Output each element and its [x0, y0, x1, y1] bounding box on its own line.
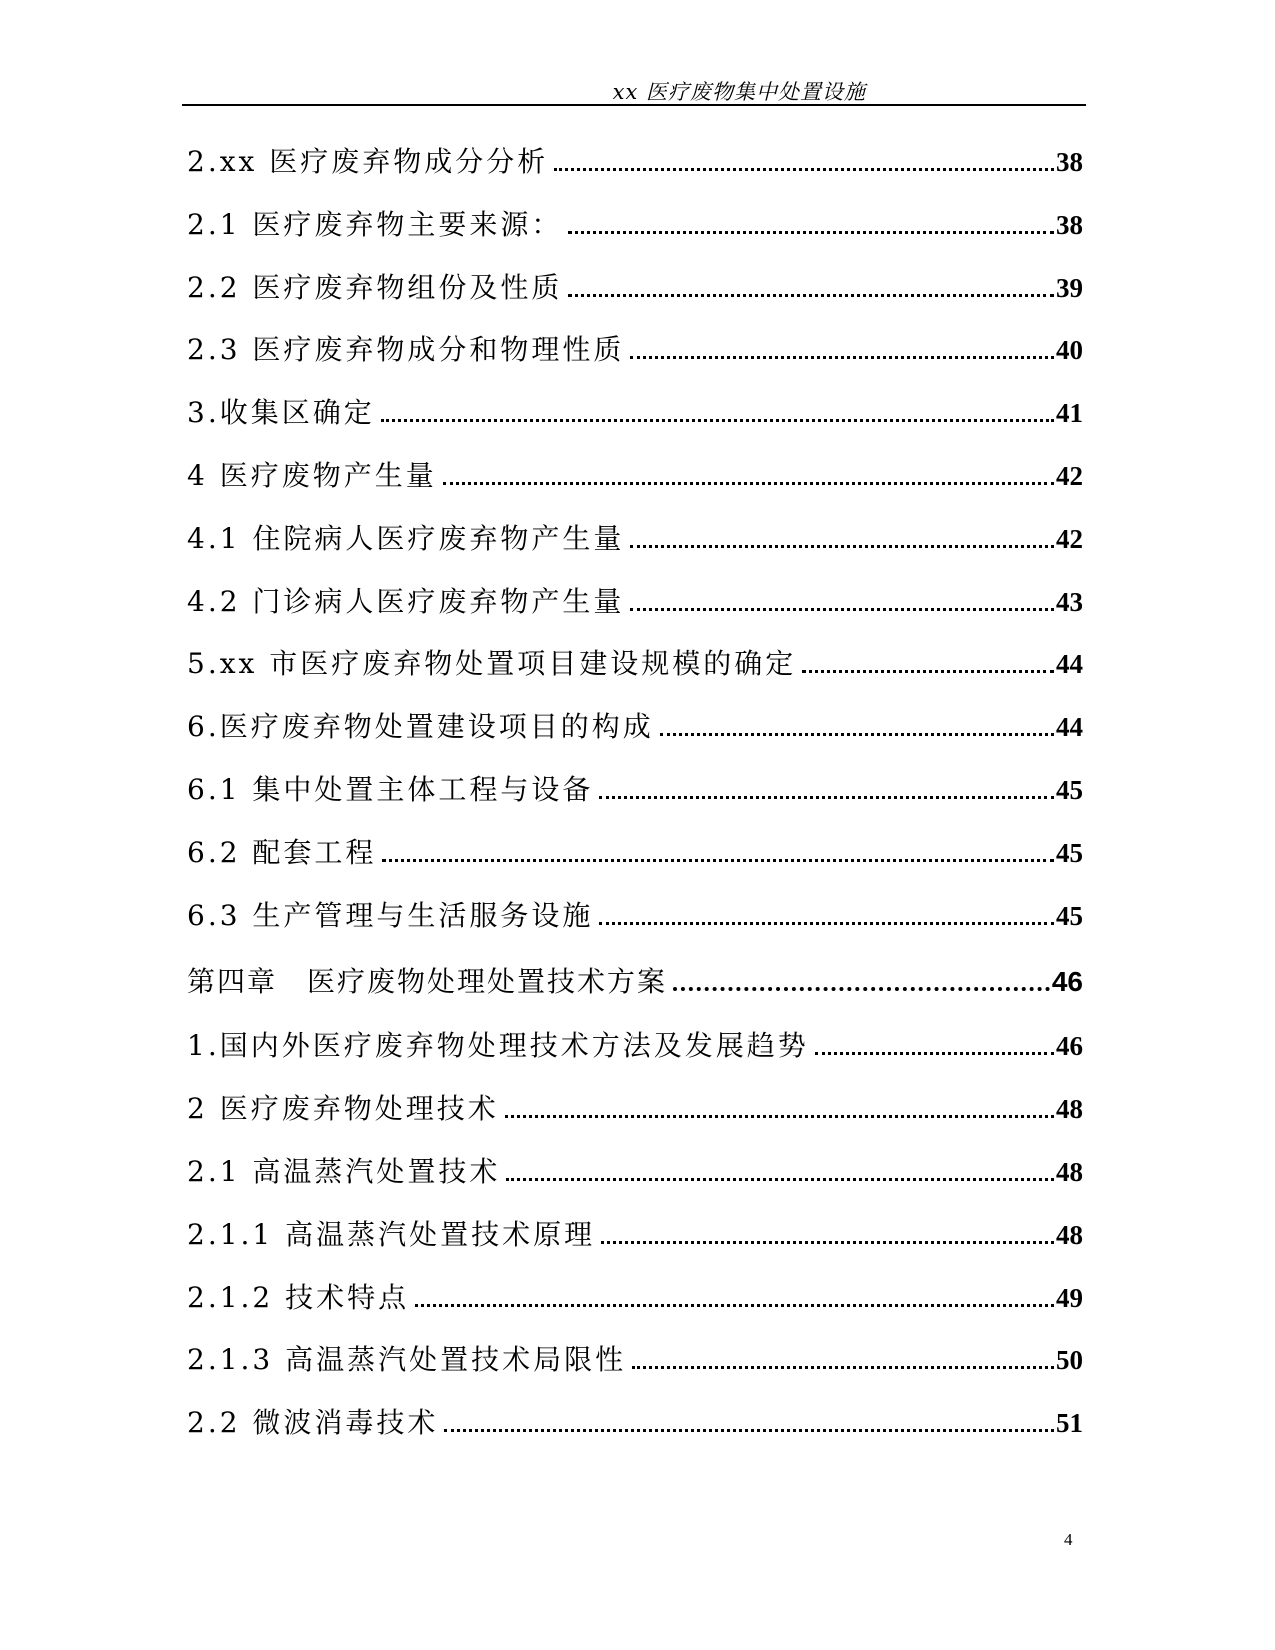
toc-entry-page: 42 [1056, 523, 1083, 554]
toc-entry-page: 45 [1056, 774, 1083, 805]
toc-dot-leader [443, 482, 1054, 485]
toc-entry[interactable] [187, 580, 1083, 643]
toc-entry[interactable] [187, 1087, 1083, 1150]
toc-dot-leader [415, 1304, 1054, 1307]
toc-entry[interactable] [187, 1024, 1083, 1087]
toc-entry-label: 6.医疗废弃物处置建设项目的构成 [187, 710, 654, 744]
toc-chapter-entry[interactable] [187, 960, 1083, 1024]
toc-entry[interactable] [187, 517, 1083, 580]
toc-dot-leader [815, 1052, 1054, 1055]
toc-entry-page: 44 [1056, 712, 1083, 743]
toc-entry[interactable] [187, 1150, 1083, 1213]
toc-entry[interactable] [187, 203, 1083, 266]
toc-entry-label: 第四章 医疗废物处理处置技术方案 [187, 965, 668, 999]
toc-entry-page: 40 [1056, 335, 1083, 366]
toc-dot-leader [382, 859, 1054, 862]
toc-entry-label: 2.xx 医疗废弃物成分分析 [187, 145, 549, 178]
toc-entry-page: 46 [1051, 966, 1083, 998]
toc-entry[interactable] [187, 894, 1083, 957]
toc-entry[interactable] [187, 831, 1083, 894]
toc-entry-page: 45 [1056, 900, 1083, 931]
toc-dot-leader [381, 419, 1054, 422]
toc-entry-page: 49 [1056, 1282, 1083, 1313]
toc-dot-leader [444, 1429, 1054, 1432]
toc-entry-label: 2.2 医疗废弃物组份及性质 [187, 270, 563, 304]
toc-entry-page: 38 [1056, 147, 1083, 177]
toc-entry-label: 6.3 生产管理与生活服务设施 [187, 898, 594, 932]
toc-entry-page: 39 [1056, 272, 1083, 303]
toc-entry[interactable] [187, 642, 1083, 705]
toc-entry-label: 6.2 配套工程 [187, 835, 377, 869]
toc-entry-label: 5.xx 市医疗废弃物处置项目建设规模的确定 [187, 647, 797, 681]
toc-entry-label: 2 医疗废弃物处理技术 [187, 1092, 499, 1126]
page-header [182, 72, 1086, 106]
toc-entry-label: 4 医疗废物产生量 [187, 458, 437, 492]
toc-dot-leader [505, 1115, 1054, 1118]
toc-dot-leader [802, 670, 1054, 673]
toc-entry[interactable] [187, 1276, 1083, 1339]
toc-entry-label: 4.2 门诊病人医疗废弃物产生量 [187, 584, 625, 618]
toc-entry-page: 38 [1056, 209, 1083, 240]
toc-entry[interactable] [187, 1213, 1083, 1276]
toc-entry-page: 41 [1056, 398, 1083, 429]
toc-dot-leader [673, 987, 1050, 991]
toc-entry[interactable] [187, 1338, 1083, 1401]
toc-entry[interactable] [187, 391, 1083, 454]
toc-entry-label: 2.1.2 技术特点 [187, 1280, 410, 1314]
toc-entry-label: 4.1 住院病人医疗废弃物产生量 [187, 521, 625, 555]
toc-entry-page: 44 [1056, 649, 1083, 680]
toc-entry-page: 46 [1056, 1031, 1083, 1062]
toc-entry-label: 2.1 医疗废弃物主要来源： [187, 207, 563, 241]
toc-entry[interactable] [187, 705, 1083, 768]
toc-dot-leader [599, 922, 1054, 925]
toc-dot-leader [568, 231, 1054, 234]
toc-entry-label: 1.国内外医疗废弃物处理技术方法及发展趋势 [187, 1029, 809, 1063]
toc-dot-leader [630, 356, 1054, 359]
toc-entry[interactable] [187, 768, 1083, 831]
toc-entry-label: 2.3 医疗废弃物成分和物理性质 [187, 333, 625, 367]
toc-entry-label: 2.1.3 高温蒸汽处置技术局限性 [187, 1343, 627, 1377]
page-number: 4 [1064, 1530, 1073, 1549]
toc-entry-label: 6.1 集中处置主体工程与设备 [187, 772, 594, 806]
toc-dot-leader [601, 1241, 1054, 1244]
toc-entry[interactable] [187, 1401, 1083, 1464]
toc-dot-leader [630, 608, 1054, 611]
toc-entry[interactable] [187, 140, 1083, 203]
toc-entry-label: 2.1 高温蒸汽处置技术 [187, 1154, 501, 1188]
toc-entry-label: 2.1.1 高温蒸汽处置技术原理 [187, 1217, 596, 1251]
toc-entry-page: 48 [1056, 1094, 1083, 1125]
toc-entry-label: 3.收集区确定 [187, 396, 375, 430]
toc-entry-page: 45 [1056, 837, 1083, 868]
toc-dot-leader [630, 545, 1054, 548]
toc-entry-page: 51 [1056, 1408, 1083, 1439]
toc-entry-label: 2.2 微波消毒技术 [187, 1406, 439, 1440]
toc-dot-leader [599, 796, 1054, 799]
toc-dot-leader [632, 1366, 1054, 1369]
table-of-contents [187, 140, 1083, 1464]
toc-entry[interactable] [187, 328, 1083, 391]
toc-entry-page: 50 [1056, 1345, 1083, 1376]
toc-dot-leader [506, 1178, 1054, 1181]
toc-entry-page: 43 [1056, 586, 1083, 617]
toc-entry-page: 48 [1056, 1156, 1083, 1187]
toc-dot-leader [660, 733, 1054, 736]
toc-dot-leader [568, 294, 1054, 297]
toc-entry-page: 48 [1056, 1219, 1083, 1250]
header-title: xx 医疗废物集中处置设施 [612, 80, 866, 104]
toc-entry-page: 42 [1056, 460, 1083, 491]
toc-entry[interactable] [187, 266, 1083, 329]
toc-entry[interactable] [187, 454, 1083, 517]
toc-dot-leader [554, 168, 1054, 171]
